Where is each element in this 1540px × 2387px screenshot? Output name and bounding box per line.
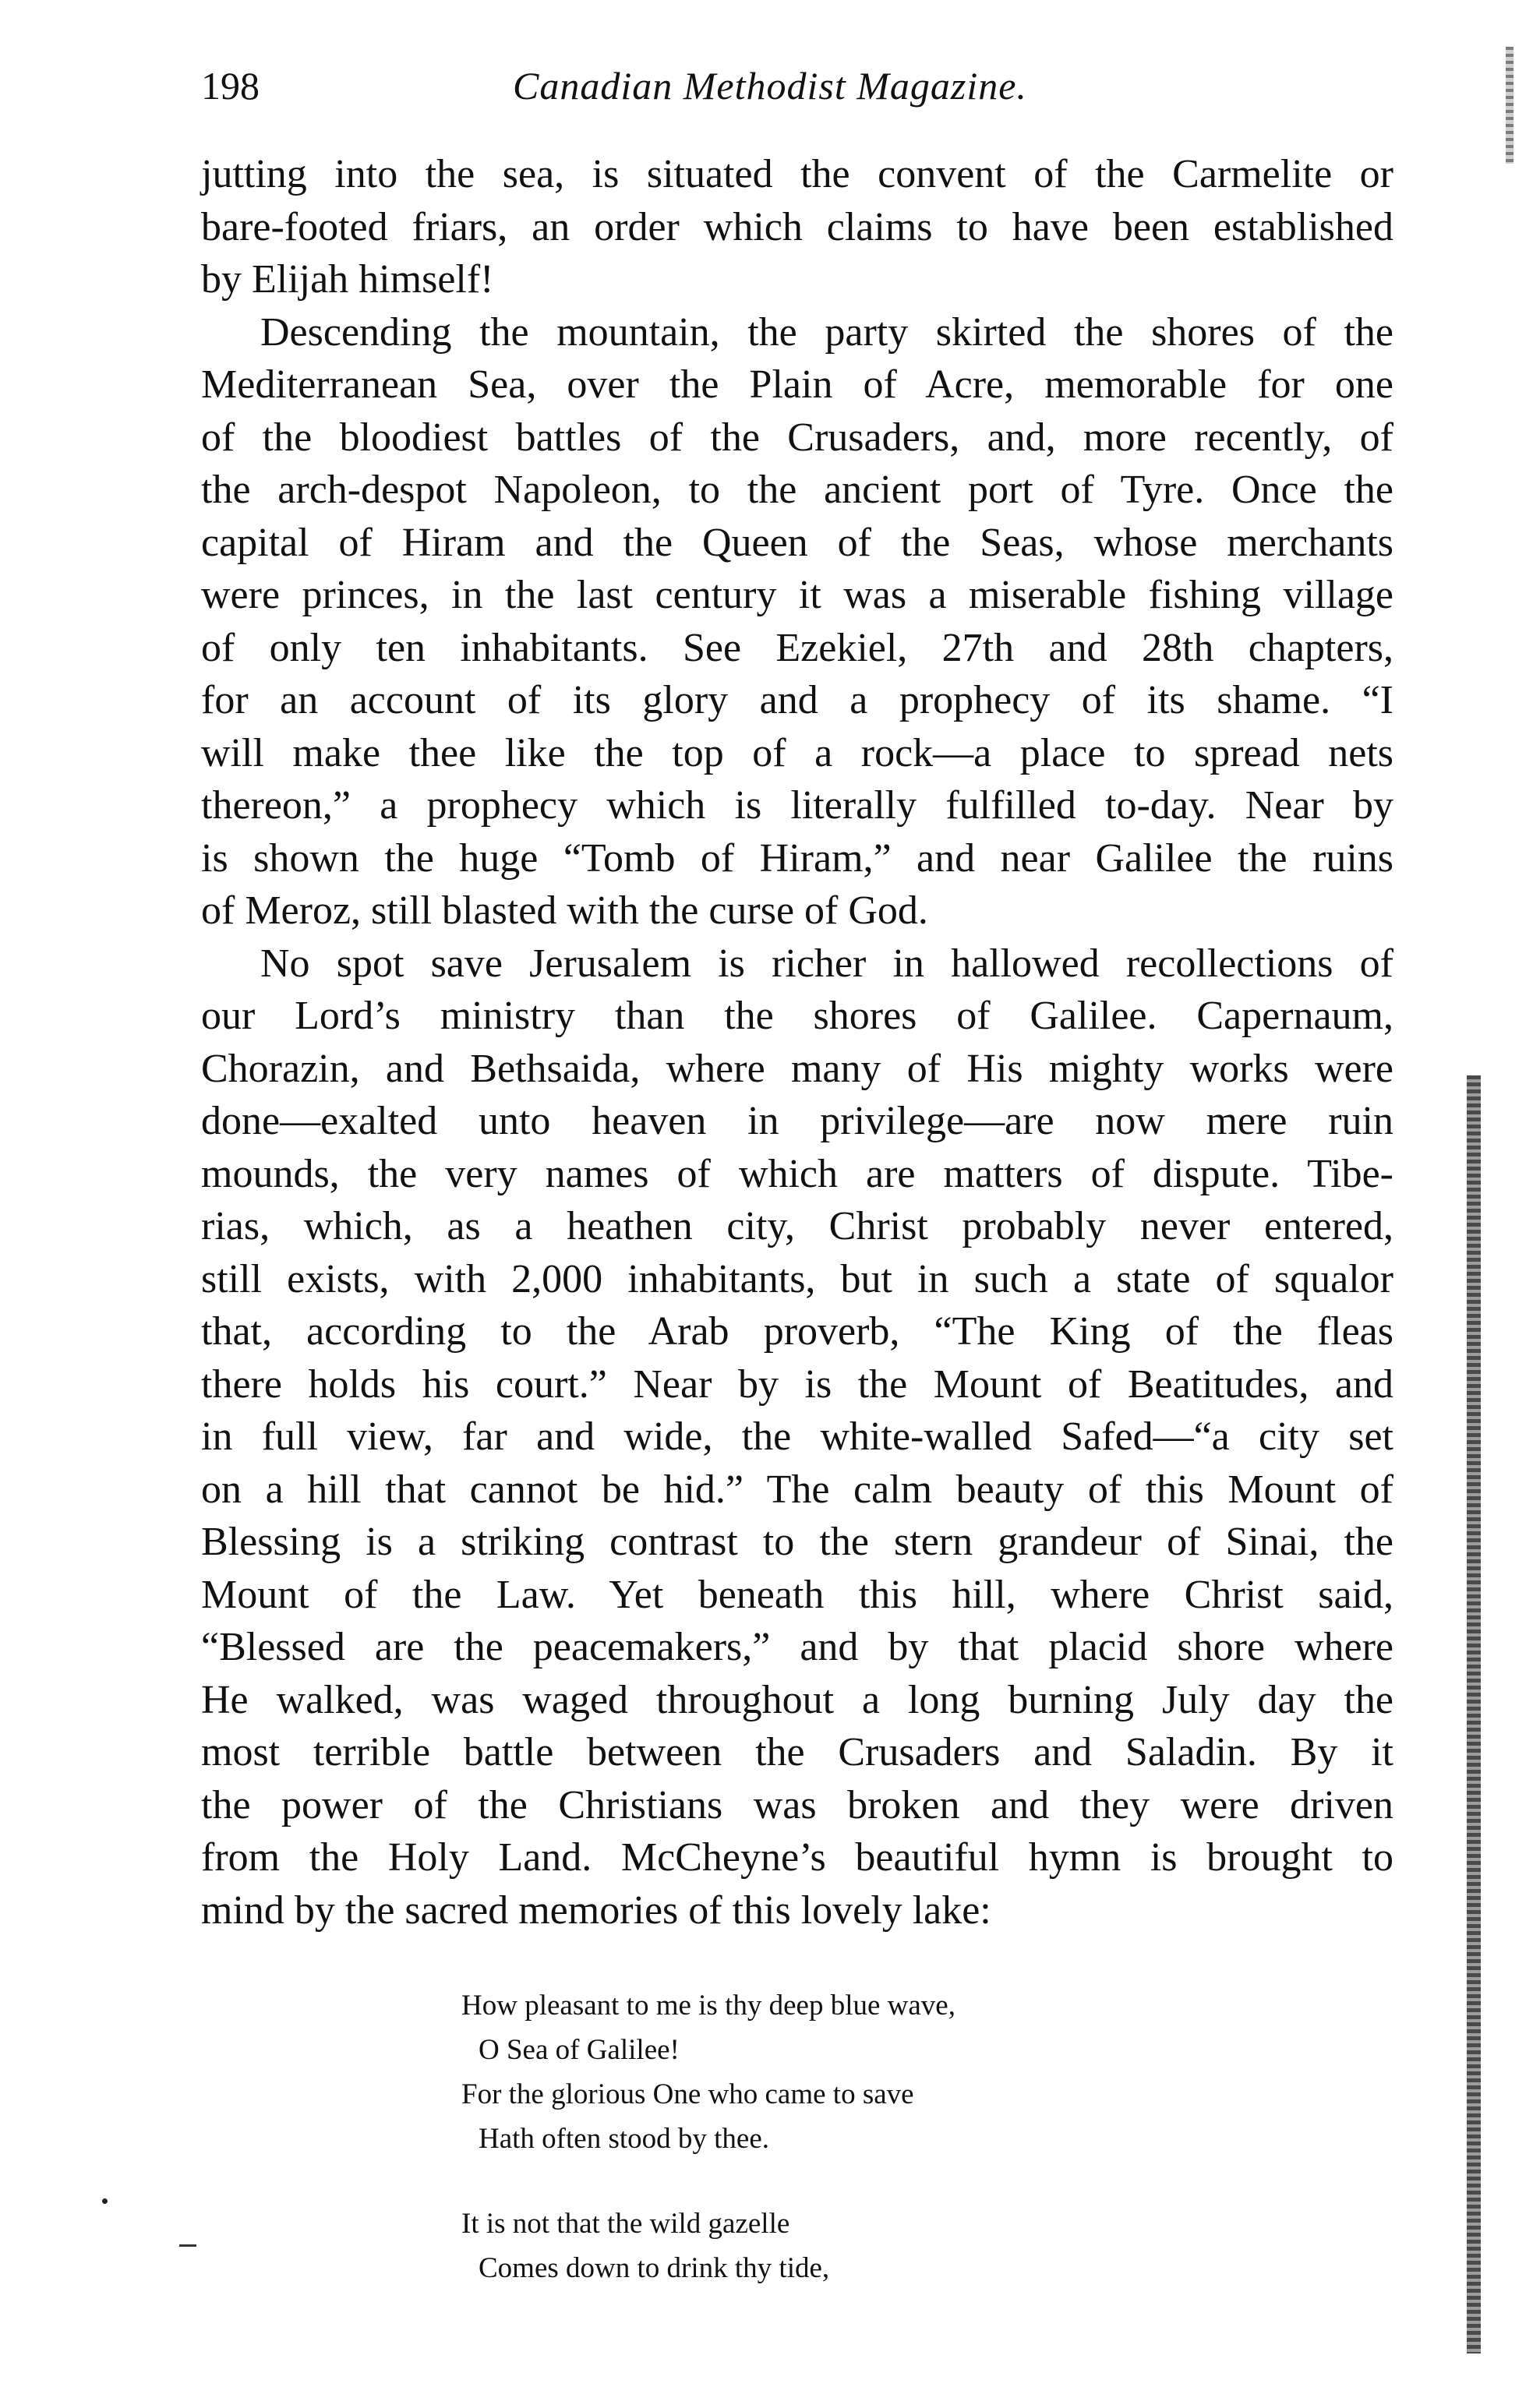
body-line: Blessing is a striking contrast to the stern grandeur of Sinai, the	[201, 1520, 1393, 1564]
body-line: Mount of the Law. Yet beneath this hill, where Christ said,	[201, 1572, 1393, 1617]
poem-quotation	[461, 1983, 1163, 2290]
body-line: Chorazin, and Bethsaida, where many of His mighty works were	[201, 1046, 1393, 1091]
body-line: of the bloodiest battles of the Crusaders, and, more recently, of	[201, 415, 1393, 460]
body-line: of Meroz, still blasted with the curse of God.	[201, 888, 928, 933]
article-body	[201, 148, 1393, 1937]
body-line: Mediterranean Sea, over the Plain of Acre, memorable for one	[201, 362, 1393, 407]
margin-speck	[179, 2244, 196, 2247]
body-line: No spot save Jerusalem is richer in hallowed recollections of	[260, 941, 1393, 986]
margin-speck	[102, 2198, 108, 2204]
body-line: for an account of its glory and a prophecy of its shame. “I	[201, 678, 1393, 722]
body-line: He walked, was waged throughout a long burning July day the	[201, 1677, 1393, 1722]
page-edge-shadow	[1506, 47, 1514, 164]
stanza-break	[461, 2161, 1163, 2202]
body-line: by Elijah himself!	[201, 257, 494, 302]
body-line: mind by the sacred memories of this lovely lake:	[201, 1887, 991, 1933]
poem-line: For the glorious One who came to save	[461, 2078, 914, 2110]
body-line: of only ten inhabitants. See Ezekiel, 27th and 28th chapters,	[201, 625, 1393, 670]
body-line: on a hill that cannot be hid.” The calm beauty of this Mount of	[201, 1467, 1393, 1512]
body-line: were princes, in the last century it was a miserable fishing village	[201, 573, 1393, 617]
body-line: the arch-despot Napoleon, to the ancient port of Tyre. Once the	[201, 468, 1393, 512]
body-line: will make thee like the top of a rock—a place to spread nets	[201, 730, 1393, 775]
body-line: our Lord’s ministry than the shores of Galilee. Capernaum,	[201, 994, 1393, 1038]
poem-line: Comes down to drink thy tide,	[479, 2252, 830, 2284]
body-line: mounds, the very names of which are matters of dispute. Tibe-	[201, 1151, 1393, 1196]
poem-line: It is not that the wild gazelle	[461, 2208, 790, 2240]
body-line: capital of Hiram and the Queen of the Seas, whose merchants	[201, 520, 1393, 565]
page-header	[201, 55, 1393, 117]
body-line: in full view, far and wide, the white-walled Safed—“a city set	[201, 1414, 1393, 1459]
running-title: Canadian Methodist Magazine.	[513, 64, 1027, 108]
page-edge-shadow	[1467, 1075, 1481, 2353]
body-line: that, according to the Arab proverb, “The King of the fleas	[201, 1309, 1393, 1354]
body-line: most terrible battle between the Crusaders and Saladin. By it	[201, 1730, 1393, 1774]
poem-line: How pleasant to me is thy deep blue wave,	[461, 1990, 955, 2022]
body-line: jutting into the sea, is situated the convent of the Carmelite or	[201, 152, 1393, 196]
body-line: rias, which, as a heathen city, Christ probably never entered,	[201, 1204, 1393, 1248]
poem-line: Hath often stood by thee.	[479, 2123, 769, 2155]
body-line: still exists, with 2,000 inhabitants, but in such a state of squalor	[201, 1256, 1393, 1301]
poem-line: O Sea of Galilee!	[479, 2034, 680, 2066]
page-number: 198	[201, 64, 260, 108]
body-line: from the Holy Land. McCheyne’s beautiful hymn is brought to	[201, 1835, 1393, 1880]
body-line: Descending the mountain, the party skirted the shores of the	[260, 309, 1393, 355]
body-line: “Blessed are the peacemakers,” and by that placid shore where	[201, 1625, 1393, 1669]
body-line: the power of the Christians was broken and they were driven	[201, 1782, 1393, 1827]
body-line: is shown the huge “Tomb of Hiram,” and near Galilee the ruins	[201, 835, 1393, 881]
body-line: done—exalted unto heaven in privilege—are now mere ruin	[201, 1099, 1393, 1143]
body-line: thereon,” a prophecy which is literally fulfilled to-day. Near by	[201, 783, 1393, 828]
body-line: bare-footed friars, an order which claims to have been established	[201, 204, 1393, 249]
body-line: there holds his court.” Near by is the Mount of Beatitudes, and	[201, 1361, 1393, 1407]
